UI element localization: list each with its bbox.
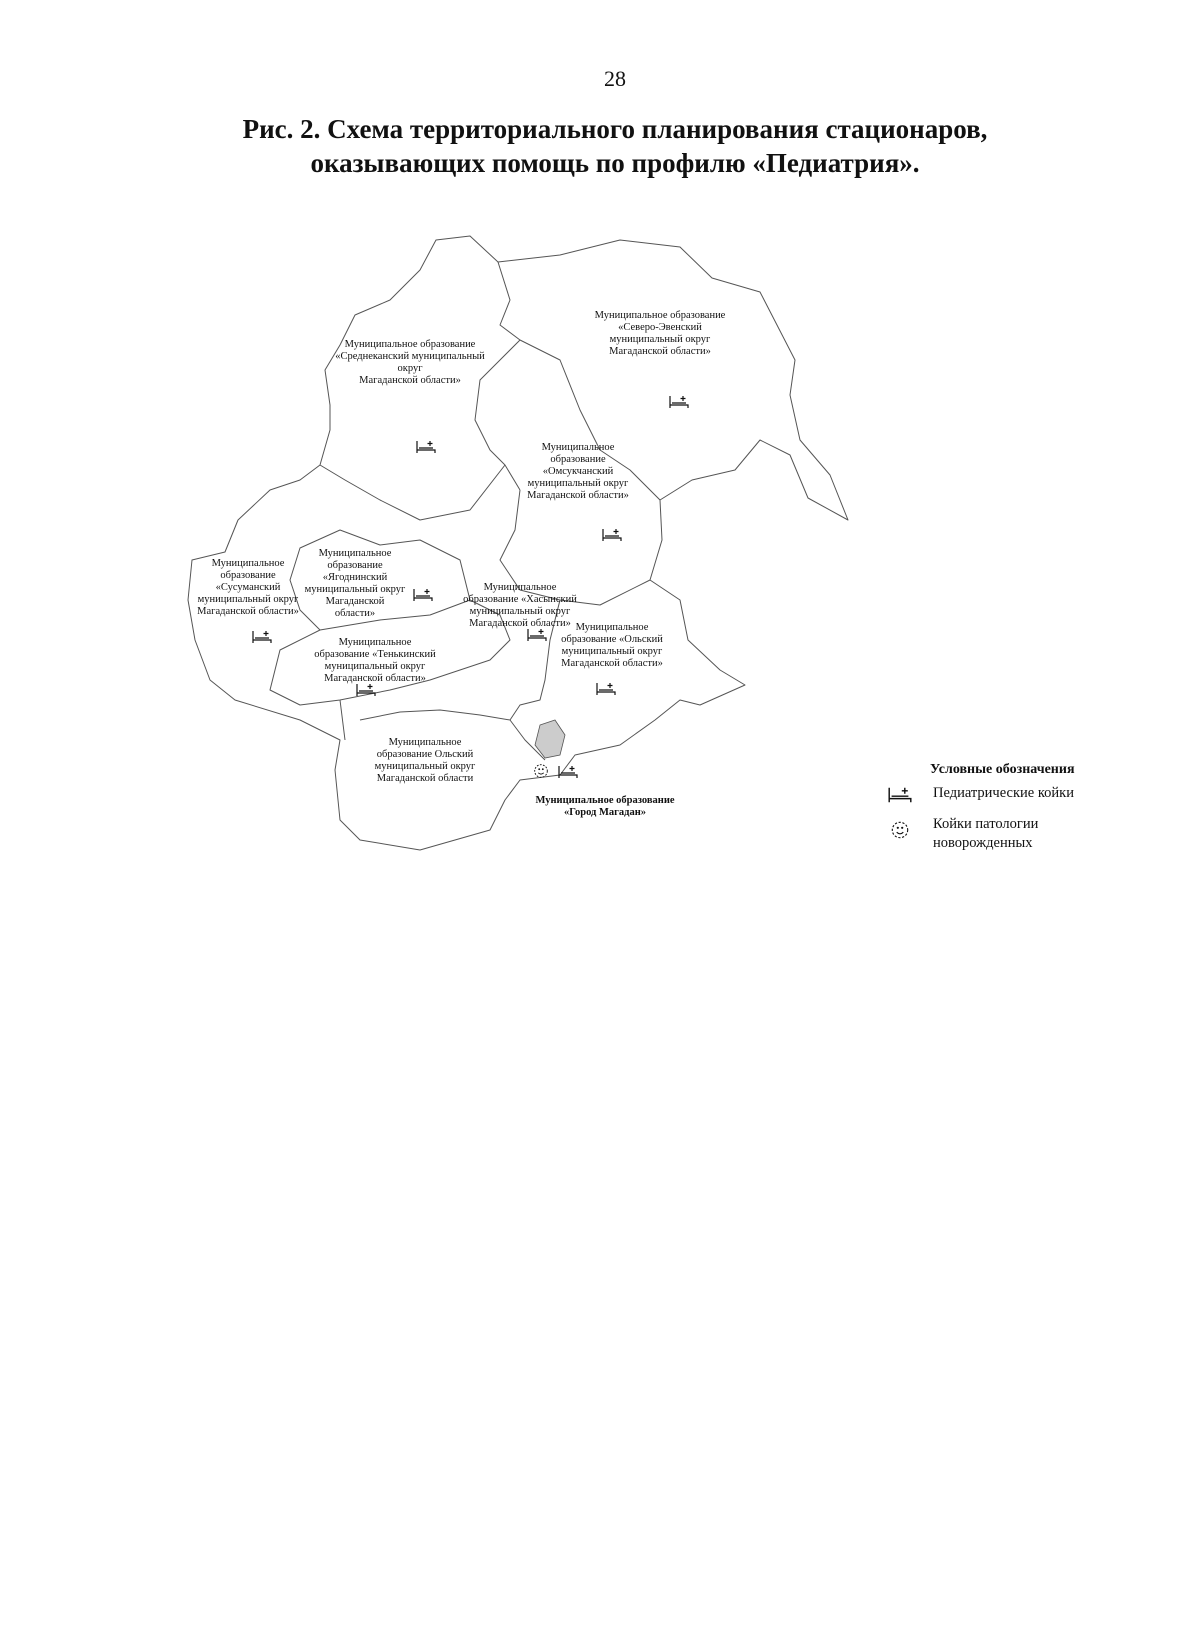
- label-khasynsky-2: муниципальный округ: [469, 606, 571, 617]
- label-omsukchansky-3: муниципальный округ: [527, 478, 629, 489]
- figure-title-line1: Рис. 2. Схема территориального планирования стационаров,: [242, 114, 988, 144]
- label-khasynsky-1: образование «Хасынский: [463, 594, 577, 605]
- label-tenkinsky-1: образование «Тенькинский: [314, 649, 436, 660]
- page-number: 28: [604, 66, 626, 91]
- label-yagodninsky-3: муниципальный округ: [304, 584, 406, 595]
- label-omsukchansky-2: «Омсукчанский: [542, 466, 614, 477]
- legend-neonatal-line1: Койки патологии: [933, 816, 1039, 832]
- label-srednekansky-0: Муниципальное образование: [344, 339, 476, 350]
- legend-pediatric-label: Педиатрические койки: [933, 785, 1074, 801]
- region-map: [170, 235, 870, 875]
- bed-marker-yagodninsky: [414, 589, 432, 601]
- label-magadan-0: Муниципальное образование: [535, 795, 675, 806]
- label-khasynsky-3: Магаданской области»: [469, 618, 571, 629]
- label-olsky-south-1: образование Ольский: [376, 749, 474, 760]
- label-tenkinsky-2: муниципальный округ: [324, 661, 426, 672]
- legend-item-neonatal-beds: [888, 815, 1128, 857]
- legend-item-pediatric-beds: [888, 784, 1128, 806]
- label-susumansky-1: образование: [220, 570, 276, 581]
- figure-title-line2: оказывающих помощь по профилю «Педиатрия».: [310, 148, 920, 178]
- bed-marker-srednekansky: [417, 441, 435, 453]
- legend-title: Условные обозначения: [930, 762, 1075, 777]
- label-srednekansky-2: округ: [397, 363, 423, 374]
- label-olsky-east-0: Муниципальное: [575, 622, 649, 633]
- bed-marker-khasynsky: [528, 629, 546, 641]
- label-severo-evensky-3: Магаданской области»: [609, 346, 711, 357]
- label-yagodninsky-1: образование: [327, 560, 383, 571]
- label-olsky-east-3: Магаданской области»: [561, 658, 663, 669]
- label-olsky-south: [375, 737, 476, 784]
- label-olsky-east-1: образование «Ольский: [561, 634, 663, 645]
- label-srednekansky: [335, 339, 485, 386]
- legend-neonatal-line2: новорожденных: [933, 835, 1033, 851]
- bed-marker-susumansky: [253, 631, 271, 643]
- bed-marker-olsky: [597, 683, 615, 695]
- label-magadan-1: «Город Магадан»: [563, 807, 647, 818]
- boundary-srednekan-south: [320, 465, 505, 520]
- newborn-icon: [888, 819, 912, 841]
- label-severo-evensky-0: Муниципальное образование: [594, 310, 726, 321]
- label-yagodninsky: [305, 548, 406, 619]
- label-khasynsky: [463, 582, 577, 629]
- hospital-bed-icon: [888, 784, 912, 806]
- magadan-city-area: [535, 720, 565, 758]
- label-omsukchansky: [527, 442, 629, 501]
- legend-neonatal-label: [933, 815, 1133, 853]
- label-olsky-south-0: Муниципальное: [388, 737, 462, 748]
- boundary-south: [340, 700, 510, 740]
- label-susumansky-2: «Сусуманский: [215, 582, 281, 593]
- label-tenkinsky-0: Муниципальное: [338, 637, 412, 648]
- label-susumansky-3: муниципальный округ: [197, 594, 299, 605]
- newborn-marker-magadan: [535, 765, 548, 778]
- label-severo-evensky: [595, 310, 726, 357]
- label-severo-evensky-1: «Северо-Эвенский: [618, 322, 702, 333]
- figure-title: [150, 112, 1080, 180]
- label-olsky-south-2: муниципальный округ: [374, 761, 476, 772]
- region-outer-boundary: [188, 236, 848, 850]
- label-tenkinsky: [314, 637, 436, 684]
- label-susumansky-0: Муниципальное: [211, 558, 285, 569]
- label-omsukchansky-1: образование: [550, 454, 606, 465]
- label-severo-evensky-2: муниципальный округ: [609, 334, 711, 345]
- label-olsky-east-2: муниципальный округ: [561, 646, 663, 657]
- label-magadan: [535, 795, 674, 818]
- label-olsky-south-3: Магаданской области: [376, 773, 474, 784]
- boundary-srednekan-severo: [475, 262, 520, 490]
- label-srednekansky-1: «Среднеканский муниципальный: [335, 351, 485, 362]
- label-yagodninsky-5: области»: [334, 608, 376, 619]
- bed-marker-omsukchansky: [603, 529, 621, 541]
- label-khasynsky-0: Муниципальное: [483, 582, 557, 593]
- bed-marker-tenkinsky: [357, 684, 375, 696]
- label-olsky-east: [561, 622, 663, 669]
- label-yagodninsky-4: Магаданской: [325, 596, 385, 607]
- label-susumansky-4: Магаданской области»: [197, 606, 299, 617]
- label-tenkinsky-3: Магаданской области»: [324, 673, 426, 684]
- label-omsukchansky-0: Муниципальное: [541, 442, 615, 453]
- label-susumansky: [197, 558, 299, 617]
- label-srednekansky-3: Магаданской области»: [359, 375, 461, 386]
- label-omsukchansky-4: Магаданской области»: [527, 490, 629, 501]
- bed-marker-severo-evensky: [670, 396, 688, 408]
- label-yagodninsky-2: «Ягоднинский: [322, 572, 388, 583]
- label-yagodninsky-0: Муниципальное: [318, 548, 392, 559]
